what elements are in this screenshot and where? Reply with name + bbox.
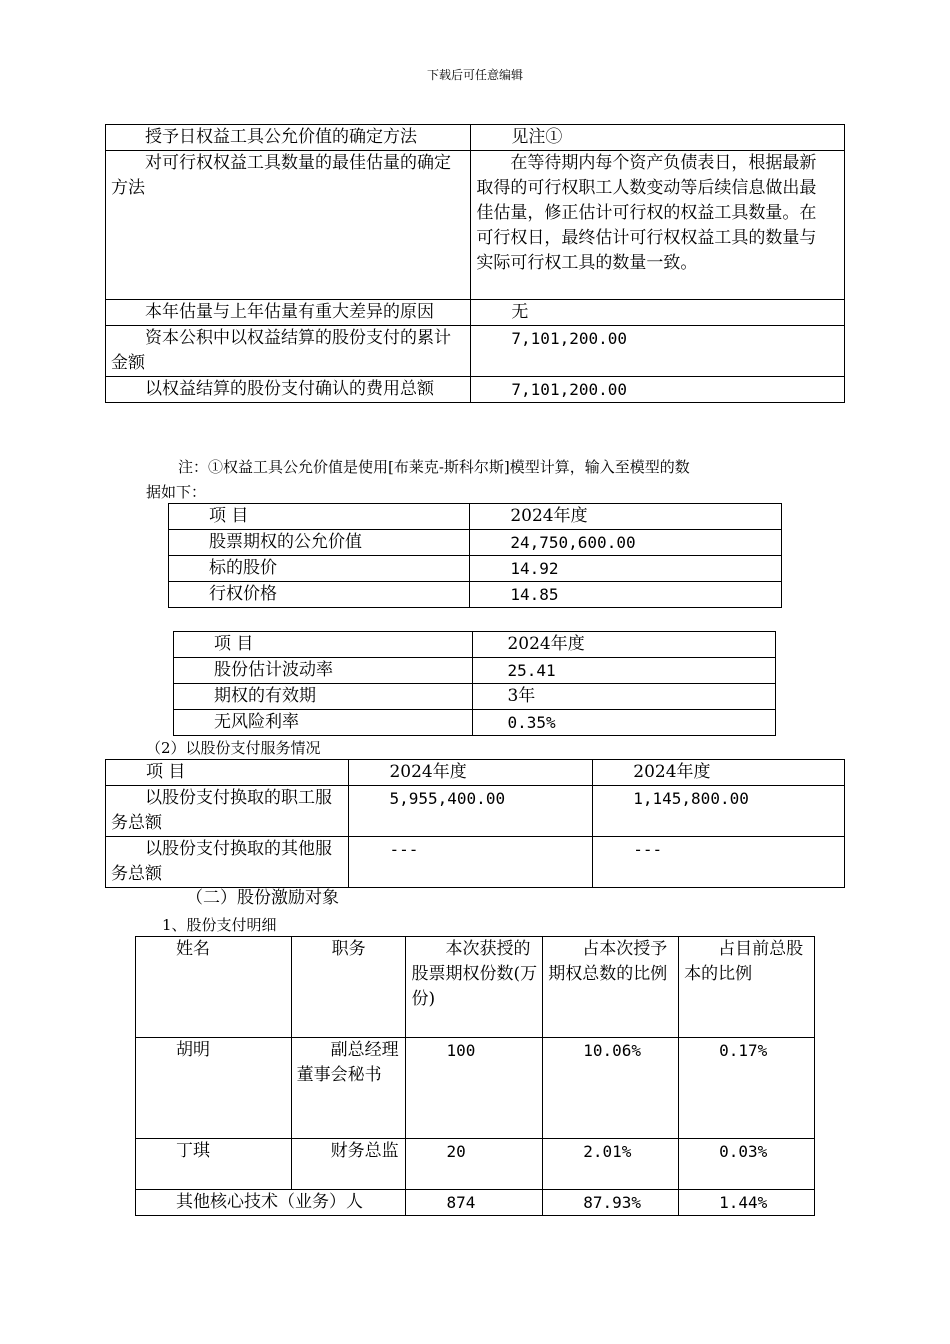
table-row [106,837,845,888]
table-row [106,300,845,326]
table-row [106,377,845,403]
table-row [136,1038,815,1139]
table-row [169,556,782,582]
table-cell: 本年估量与上年估量有重大差异的原因 [106,300,471,326]
table-header-row [136,937,815,1038]
table-cell: 无 [471,300,845,326]
table-cell: 以权益结算的股份支付确认的费用总额 [106,377,471,403]
table-row [169,504,782,530]
table-cell: 股份估计波动率 [174,658,473,684]
column-header: 本次获授的股票期权份数(万份) [406,937,543,1038]
table-cell: --- [349,837,593,888]
note-line: 据如下： [146,483,207,501]
table-row [136,1139,815,1190]
table-cell: 标的股价 [169,556,470,582]
table-cell: 期权的有效期 [174,684,473,710]
model-input-table [168,503,782,608]
table-cell: 87.93% [543,1190,679,1216]
table-cell: 10.06% [543,1038,679,1139]
table-cell: 0.35% [473,710,776,736]
column-header: 占目前总股本的比例 [679,937,815,1038]
table-cell: 胡明 [136,1038,292,1139]
table-cell: 3年 [473,684,776,710]
table-cell: 资本公积中以权益结算的股份支付的累计金额 [106,326,471,377]
table-cell: 2024年度 [470,504,782,530]
table-cell: 见注① [471,125,845,151]
table-cell: 项 目 [169,504,470,530]
table-cell: 100 [406,1038,543,1139]
table-cell: 7,101,200.00 [471,377,845,403]
table-cell: 项 目 [106,760,349,786]
table-cell: 20 [406,1139,543,1190]
table-cell: 0.03% [679,1139,815,1190]
table-cell: 1,145,800.00 [593,786,845,837]
table-row [169,582,782,608]
table-cell: 对可行权权益工具数量的最佳估量的确定方法 [106,151,471,300]
page-header: 下载后可任意编辑 [426,68,523,82]
table-cell: 24,750,600.00 [470,530,782,556]
table-cell: 25.41 [473,658,776,684]
table-cell: 2024年度 [473,632,776,658]
table-cell: 5,955,400.00 [349,786,593,837]
table-cell: 副总经理 董事会秘书 [291,1038,406,1139]
table-cell: 2024年度 [349,760,593,786]
table-cell: 以股份支付换取的其他服务总额 [106,837,349,888]
table-cell: 2.01% [543,1139,679,1190]
table-cell: 2024年度 [593,760,845,786]
share-payment-table [105,124,845,403]
table-cell: 项 目 [174,632,473,658]
column-header: 占本次授予期权总数的比例 [543,937,679,1038]
table-cell: 股票期权的公允价值 [169,530,470,556]
table-row [174,632,776,658]
table-cell: 7,101,200.00 [471,326,845,377]
table-row [136,1190,815,1216]
table-row [106,151,845,300]
table-row [169,530,782,556]
table-cell: 14.92 [470,556,782,582]
table-cell: 1.44% [679,1190,815,1216]
table-cell: 无风险利率 [174,710,473,736]
column-header: 职务 [291,937,406,1038]
note-line: 注：①权益工具公允价值是使用[布莱克-斯科尔斯]模型计算，输入至模型的数 [178,458,690,476]
section-heading: （2）以股份支付服务情况 [146,739,321,757]
table-row [174,684,776,710]
table-cell: 丁琪 [136,1139,292,1190]
table-row [106,760,845,786]
table-cell: 财务总监 [291,1139,406,1190]
table-row [174,658,776,684]
table-cell: 以股份支付换取的职工服务总额 [106,786,349,837]
table-cell: 其他核心技术（业务）人 [136,1190,406,1216]
table-cell: 行权价格 [169,582,470,608]
model-input-table-2 [173,631,776,736]
table-cell: 0.17% [679,1038,815,1139]
table-cell: 874 [406,1190,543,1216]
column-header: 姓名 [136,937,292,1038]
table-row [106,125,845,151]
section-heading: （二）股份激励对象 [186,888,339,908]
table-row [174,710,776,736]
table-row [106,326,845,377]
table-cell: 在等待期内每个资产负债表日，根据最新取得的可行权职工人数变动等后续信息做出最佳估量，修正估计可行权的权益工具数量。在可行权日，最终估计可行权权益工具的数量与实际可行权工具的数量一致。 [471,151,845,300]
table-row [106,786,845,837]
grant-detail-table [135,936,815,1216]
table-cell: --- [593,837,845,888]
table-cell: 14.85 [470,582,782,608]
table-cell: 授予日权益工具公允价值的确定方法 [106,125,471,151]
section-heading: 1、股份支付明细 [162,916,277,934]
service-table [105,759,845,888]
